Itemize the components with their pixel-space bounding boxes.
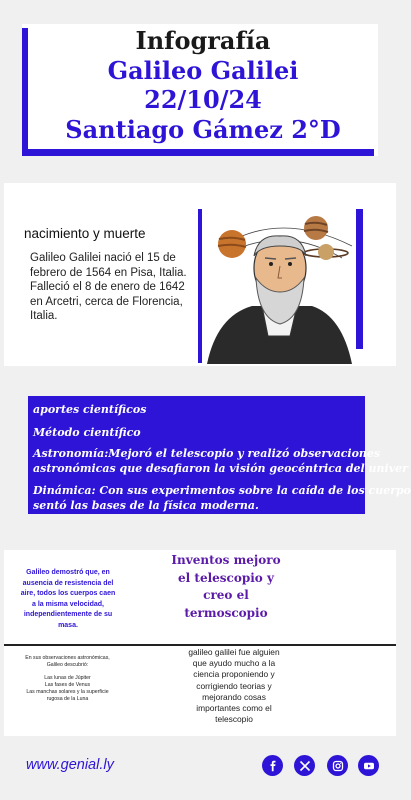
- divider-line: [4, 644, 396, 646]
- footer-link[interactable]: www.genial.ly: [26, 757, 114, 773]
- contributions-heading: aportes científicos: [33, 403, 147, 416]
- contributions-card: [28, 396, 411, 514]
- inventions-heading: Inventos mejoro el telescopio y creo el termoscopio: [171, 553, 281, 620]
- header-text: [30, 26, 376, 144]
- dynamics-item-line2: sentó las bases de la física moderna.: [33, 499, 259, 512]
- x-icon: [299, 760, 311, 772]
- subject-name: Galileo Galilei: [107, 55, 299, 85]
- youtube-icon: [363, 760, 375, 772]
- page-title: Infografía: [135, 26, 271, 55]
- header-accent-bottom: [22, 149, 374, 156]
- accent-bar-right: [356, 209, 363, 349]
- discoveries-text-content: En sus observaciones astronómicas, Galileo descubrió: Las lunas de Júpiter Las fases de Venus Las manchas solares y la superficie rugosa de la Luna: [25, 655, 110, 702]
- dynamics-item: Dinámica: Con sus experimentos sobre la caída de los cuerpo: [33, 484, 411, 497]
- date: 22/10/24: [144, 85, 262, 114]
- facebook-icon: [267, 760, 279, 772]
- instagram-icon: [332, 760, 344, 772]
- instagram-button[interactable]: [327, 755, 348, 776]
- falling-bodies-text: Galileo demostró que, en ausencia de resistencia del aire, todos los cuerpos caen a la misma velocidad, independientemente de su masa.: [20, 569, 116, 629]
- summary-text: galileo galilei fue alguien que ayudo mucho a la ciencia proponiendo y corrigiendo teorias y mejorando cosas importantes como el telescopio: [188, 647, 280, 725]
- header-accent-left: [22, 28, 28, 156]
- life-body: Galileo Galilei nació el 15 de febrero de 1564 en Pisa, Italia. Falleció el 8 de enero de 1642 en Arcetri, cerca de Florencia, Italia.: [30, 252, 187, 322]
- author: Santiago Gámez 2°D: [65, 114, 341, 144]
- galileo-portrait-illustration: [202, 206, 356, 364]
- astronomy-item-line2: astronómicas que desafiaron la visión geocéntrica del univer: [33, 462, 408, 475]
- youtube-button[interactable]: [358, 755, 379, 776]
- life-title: nacimiento y muerte: [24, 226, 146, 241]
- x-button[interactable]: [294, 755, 315, 776]
- astronomy-item: Astronomía:Mejoró el telescopio y realizó observaciones: [33, 447, 381, 460]
- facebook-button[interactable]: [262, 755, 283, 776]
- method-item: Método científico: [33, 426, 141, 439]
- discoveries-text: [20, 655, 115, 703]
